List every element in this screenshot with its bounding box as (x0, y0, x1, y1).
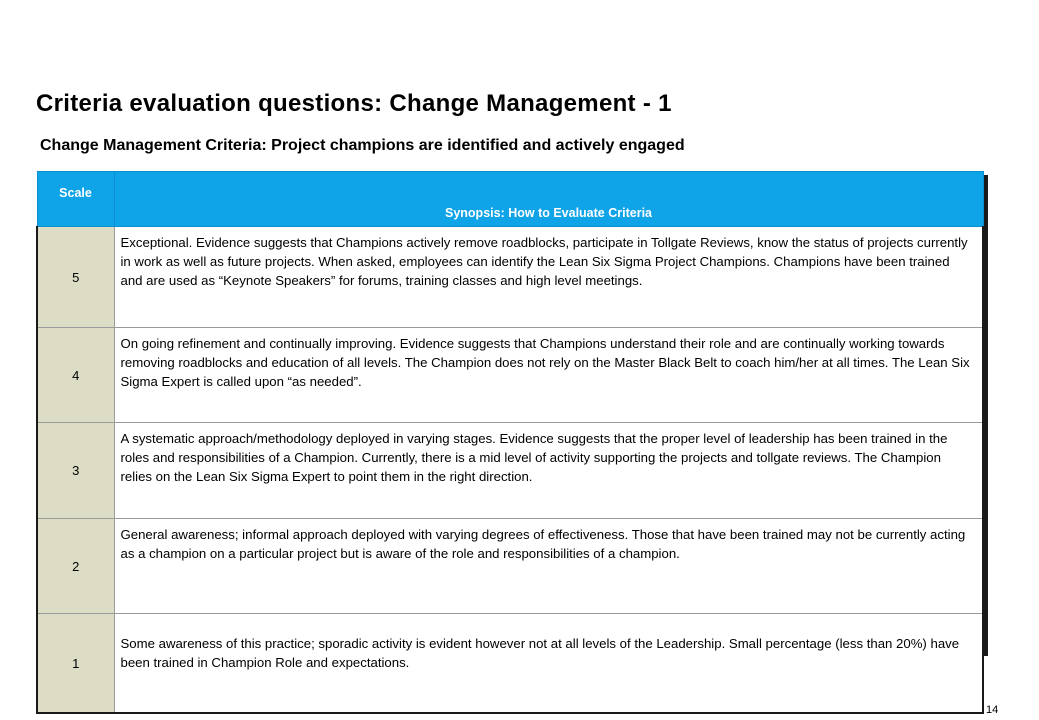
scale-value: 4 (37, 328, 114, 423)
page-number: 14 (986, 704, 999, 716)
scale-value: 1 (37, 614, 114, 714)
scale-column-header: Scale (37, 172, 114, 227)
synopsis-text: Some awareness of this practice; sporadic activity is evident however not at all levels of the Leadership. Small percentage (less than 20%) have been trained in Champion Role and expectations. (114, 614, 983, 714)
criteria-table (36, 171, 984, 714)
scale-value: 3 (37, 423, 114, 519)
scale-value: 2 (37, 519, 114, 614)
table-row (37, 227, 983, 328)
table-header-row (37, 172, 983, 227)
table-row (37, 614, 983, 714)
synopsis-text: A systematic approach/methodology deployed in varying stages. Evidence suggests that the proper level of leadership has been trained in the roles and responsibilities of a Champion. Currently, there is a mid level of activity supporting the projects and tollgate reviews. The Champion relies on the Lean Six Sigma Expert to point them in the right direction. (114, 423, 983, 519)
synopsis-text: Exceptional. Evidence suggests that Champions actively remove roadblocks, participate in Tollgate Reviews, know the status of projects currently in work as well as future projects. When asked, employees can identify the Lean Six Sigma Project Champions. Champions have been trained and are used as “Keynote Speakers” for forums, training classes and high level meetings. (114, 227, 983, 328)
slide-subtitle: Change Management Criteria: Project champions are identified and actively engaged (40, 137, 685, 154)
slide-title: Criteria evaluation questions: Change Management - 1 (36, 90, 672, 117)
synopsis-text: On going refinement and continually improving. Evidence suggests that Champions understand their role and are continually working towards removing roadblocks and education of all levels. The Champion does not rely on the Master Black Belt to coach him/her at all times. The Lean Six Sigma Expert is called upon “as needed”. (114, 328, 983, 423)
table-row (37, 519, 983, 614)
scale-value: 5 (37, 227, 114, 328)
table-row (37, 328, 983, 423)
synopsis-text: General awareness; informal approach deployed with varying degrees of effectiveness. Those that have been trained may not be currently acting as a champion on a particular project but is aware of the role and responsibilities of a champion. (114, 519, 983, 614)
synopsis-column-header: Synopsis: How to Evaluate Criteria (114, 172, 983, 227)
table-row (37, 423, 983, 519)
